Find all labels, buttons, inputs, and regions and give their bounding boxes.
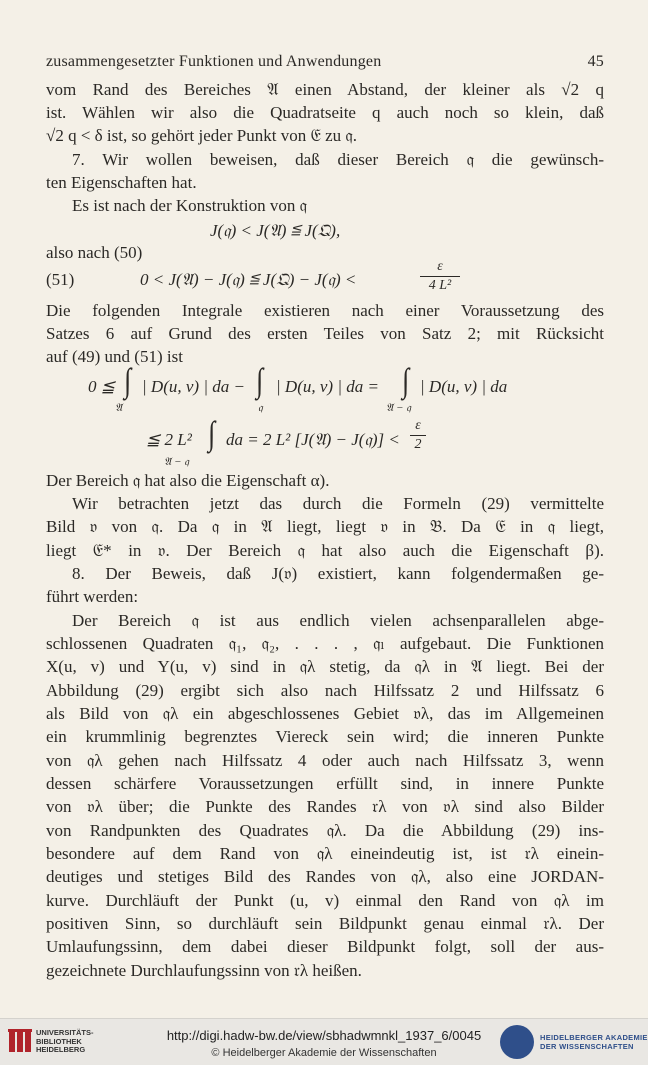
text-line: auf (49) und (51) ist — [46, 347, 183, 366]
text-line: positiven Sinn, so durchläuft sein Bildpunkt genau einmal 𝔯λ. Der — [46, 914, 604, 933]
text-line: von 𝔳λ über; die Punkte des Randes 𝔯λ von 𝔳λ sind also Bilder — [46, 797, 604, 816]
fraction-denominator: 4 L² — [428, 278, 452, 293]
viewer-footer — [0, 1018, 648, 1065]
text-line: ist. Wählen wir also die Quadratseite q auch noch so klein, daß — [46, 103, 604, 122]
fraction-numerator: ε — [415, 418, 421, 433]
text-line: deutiges und stetiges Bild des Randes von 𝔮λ, also eine JORDAN- — [46, 867, 604, 886]
integral-sign: ∫ — [208, 414, 216, 453]
text-line: von Randpunkten des Quadrates 𝔮λ. Da die Abbildung (29) ins- — [46, 821, 604, 840]
text-line: vom Rand des Bereiches 𝔄 einen Abstand, der kleiner als √2 q — [46, 80, 604, 99]
integral-term: da = 2 L² [J(𝔄) − J(𝔮)] < — [226, 430, 400, 449]
integral-term: | D(u, v) | da = — [276, 377, 379, 396]
text-line: schlossenen Quadraten 𝔮₁, 𝔮₂, . . . , 𝔮ₗ aufgebaut. Die Funktionen — [46, 634, 604, 653]
integral-lhs: ≦ 2 L² — [146, 430, 192, 449]
integral-sign: ∫ — [124, 361, 132, 400]
text-line: als Bild von 𝔮λ ein abgeschlossenes Gebiet 𝔳λ, das im Allgemeinen — [46, 704, 604, 723]
text-line: kurve. Durchläuft der Punkt (u, v) einmal den Rand von 𝔮λ im — [46, 891, 604, 910]
text-line: ein krummlinig begrenztes Viereck sein wird; die inneren Punkte — [46, 727, 604, 746]
integral-domain: 𝔄 − 𝔮 — [164, 456, 190, 468]
equation-51: 0 < J(𝔄) − J(𝔮) ≦ J(𝔔) − J(𝔮) < — [140, 270, 357, 289]
university-library-logo-text: UNIVERSITÄTS- BIBLIOTHEK HEIDELBERG — [36, 1028, 94, 1054]
permalink[interactable]: http://digi.hadw-bw.de/view/sbhadwmnkl_1937_6/0045 — [166, 1028, 482, 1043]
text-line: Abbildung (29) ergibt sich also nach Hilfssatz 2 und Hilfssatz 6 — [46, 681, 604, 700]
fraction-bar — [410, 435, 426, 436]
integral-domain: 𝔄 − 𝔮 — [386, 402, 412, 414]
integral-term: | D(u, v) | da — [420, 377, 508, 396]
text-line: Satzes 6 auf Grund des ersten Teiles von Satz 2; mit Rücksicht — [46, 324, 604, 343]
text-line: Bild 𝔳 von 𝔮. Da 𝔮 in 𝔄 liegt, liegt 𝔳 in 𝔅. Da 𝔈 in 𝔮 liegt, — [46, 517, 604, 536]
fraction-bar — [420, 276, 460, 277]
text-line: führt werden: — [46, 587, 139, 606]
equation: J(𝔮) < J(𝔄) ≦ J(𝔔), — [210, 221, 341, 240]
running-header — [46, 53, 604, 71]
integral-sign: ∫ — [256, 361, 264, 400]
integral-sign: ∫ — [402, 361, 410, 400]
text-line: Umlaufungssinn, dem dabei dieser Bildpunkt folgt, soll der aus- — [46, 937, 604, 956]
text-line: dessen schärfere Voraussetzungen erfüllt sind, in innere Punkte — [46, 774, 604, 793]
integral-term: | D(u, v) | da − — [142, 377, 245, 396]
integral-domain: 𝔮 — [258, 402, 263, 414]
text-line: Wir betrachten jetzt das durch die Formeln (29) vermittelte — [72, 494, 604, 513]
running-title: zusammengesetzter Funktionen und Anwendungen — [46, 53, 382, 70]
text-line: liegt 𝔈* in 𝔳. Der Bereich 𝔮 hat also auch die Eigenschaft β). — [46, 541, 604, 560]
integral-fraction — [410, 418, 426, 453]
text-line: Es ist nach der Konstruktion von 𝔮 — [72, 196, 307, 215]
fraction-numerator: ε — [437, 259, 443, 274]
text-line: Der Bereich 𝔮 ist aus endlich vielen achsenparallelen abge- — [72, 611, 604, 630]
text-line: ten Eigenschaften hat. — [46, 173, 197, 192]
copyright-notice: © Heidelberger Akademie der Wissenschaften — [211, 1047, 437, 1059]
equation-number: (51) — [46, 270, 75, 289]
text-line: √2 q < δ ist, so gehört jeder Punkt von 𝔈 zu 𝔮. — [46, 126, 358, 145]
text-line: also nach (50) — [46, 243, 143, 262]
text-line: besondere auf dem Rand von 𝔮λ eineindeutig ist, ist 𝔯λ einein- — [46, 844, 604, 863]
fraction-denominator: 2 — [414, 437, 422, 452]
text-line: von 𝔮λ gehen nach Hilfssatz 4 oder auch nach Hilfssatz 3, wenn — [46, 751, 604, 770]
text-line: X(u, v) und Y(u, v) sind in 𝔮λ stetig, da 𝔮λ in 𝔄 liegt. Bei der — [46, 657, 604, 676]
text-line: 7. Wir wollen beweisen, daß dieser Bereich 𝔮 die gewünsch- — [72, 150, 604, 169]
academy-seal-icon — [500, 1025, 534, 1059]
integral-lhs: 0 ≦ — [88, 377, 115, 396]
page-number: 45 — [587, 53, 604, 70]
text-line: gezeichnete Durchlaufungssinn von 𝔯λ heißen. — [46, 961, 362, 980]
text-line: Der Bereich 𝔮 hat also die Eigenschaft α). — [46, 471, 330, 490]
academy-logo-text: HEIDELBERGER AKADEMIE DER WISSENSCHAFTEN — [540, 1033, 648, 1051]
text-line: 8. Der Beweis, daß J(𝔳) existiert, kann folgendermaßen ge- — [72, 564, 604, 583]
equation-51-fraction — [420, 259, 460, 294]
text-line: Die folgenden Integrale existieren nach einer Voraussetzung des — [46, 301, 604, 320]
integral-domain: 𝔄 — [115, 402, 123, 414]
